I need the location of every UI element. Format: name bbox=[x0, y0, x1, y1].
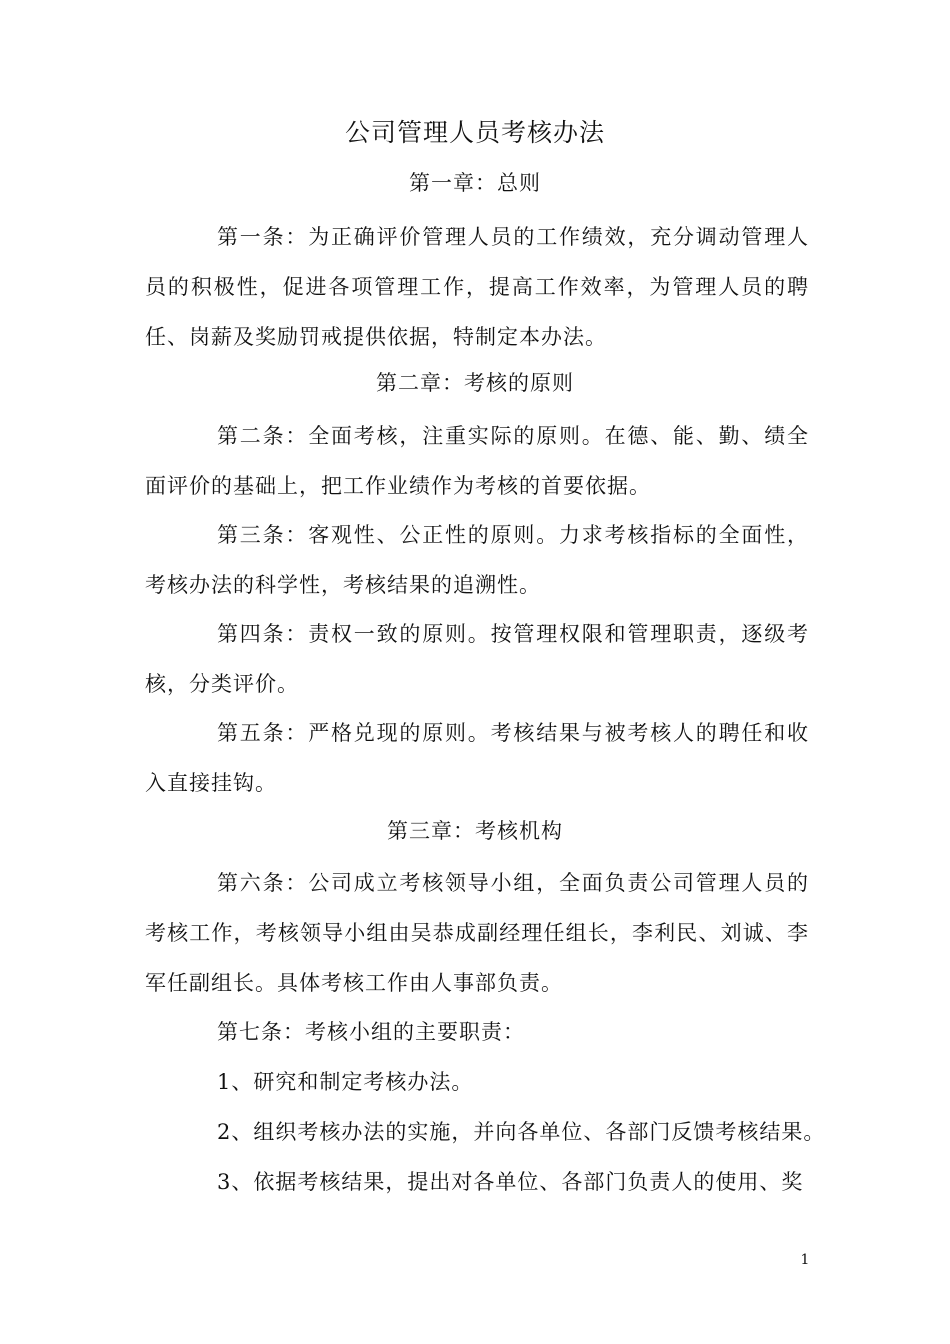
chapter-heading-1: 第一章：总则 bbox=[409, 171, 541, 195]
article-3: 第三条：客观性、公正性的原则。力求考核指标的全面性，考核办法的科学性，考核结果的追溯性。 bbox=[145, 523, 809, 597]
article-2: 第二条：全面考核，注重实际的原则。在德、能、勤、绩全面评价的基础上，把工作业绩作为考核的首要依据。 bbox=[145, 424, 809, 498]
article-7: 第七条：考核小组的主要职责： bbox=[217, 1020, 525, 1044]
list-item-3: 3、依据考核结果，提出对各单位、各部门负责人的使用、奖 bbox=[217, 1170, 804, 1194]
page-number: 1 bbox=[800, 1252, 810, 1268]
article-4: 第四条：责权一致的原则。按管理权限和管理职责，逐级考核，分类评价。 bbox=[145, 622, 809, 696]
document-title: 公司管理人员考核办法 bbox=[344, 118, 605, 147]
chapter-heading-3: 第三章：考核机构 bbox=[387, 819, 563, 843]
article-6: 第六条：公司成立考核领导小组，全面负责公司管理人员的考核工作，考核领导小组由吴恭成副经理任组长，李利民、刘诚、李军任副组长。具体考核工作由人事部负责。 bbox=[145, 871, 809, 995]
chapter-heading-2: 第二章：考核的原则 bbox=[376, 371, 574, 395]
article-1: 第一条：为正确评价管理人员的工作绩效，充分调动管理人员的积极性，促进各项管理工作，提高工作效率，为管理人员的聘任、岗薪及奖励罚戒提供依据，特制定本办法。 bbox=[145, 225, 809, 349]
list-item-1: 1、研究和制定考核办法。 bbox=[217, 1070, 474, 1094]
article-5: 第五条：严格兑现的原则。考核结果与被考核人的聘任和收入直接挂钩。 bbox=[145, 721, 809, 795]
list-item-2: 2、组织考核办法的实施，并向各单位、各部门反馈考核结果。 bbox=[217, 1120, 826, 1144]
